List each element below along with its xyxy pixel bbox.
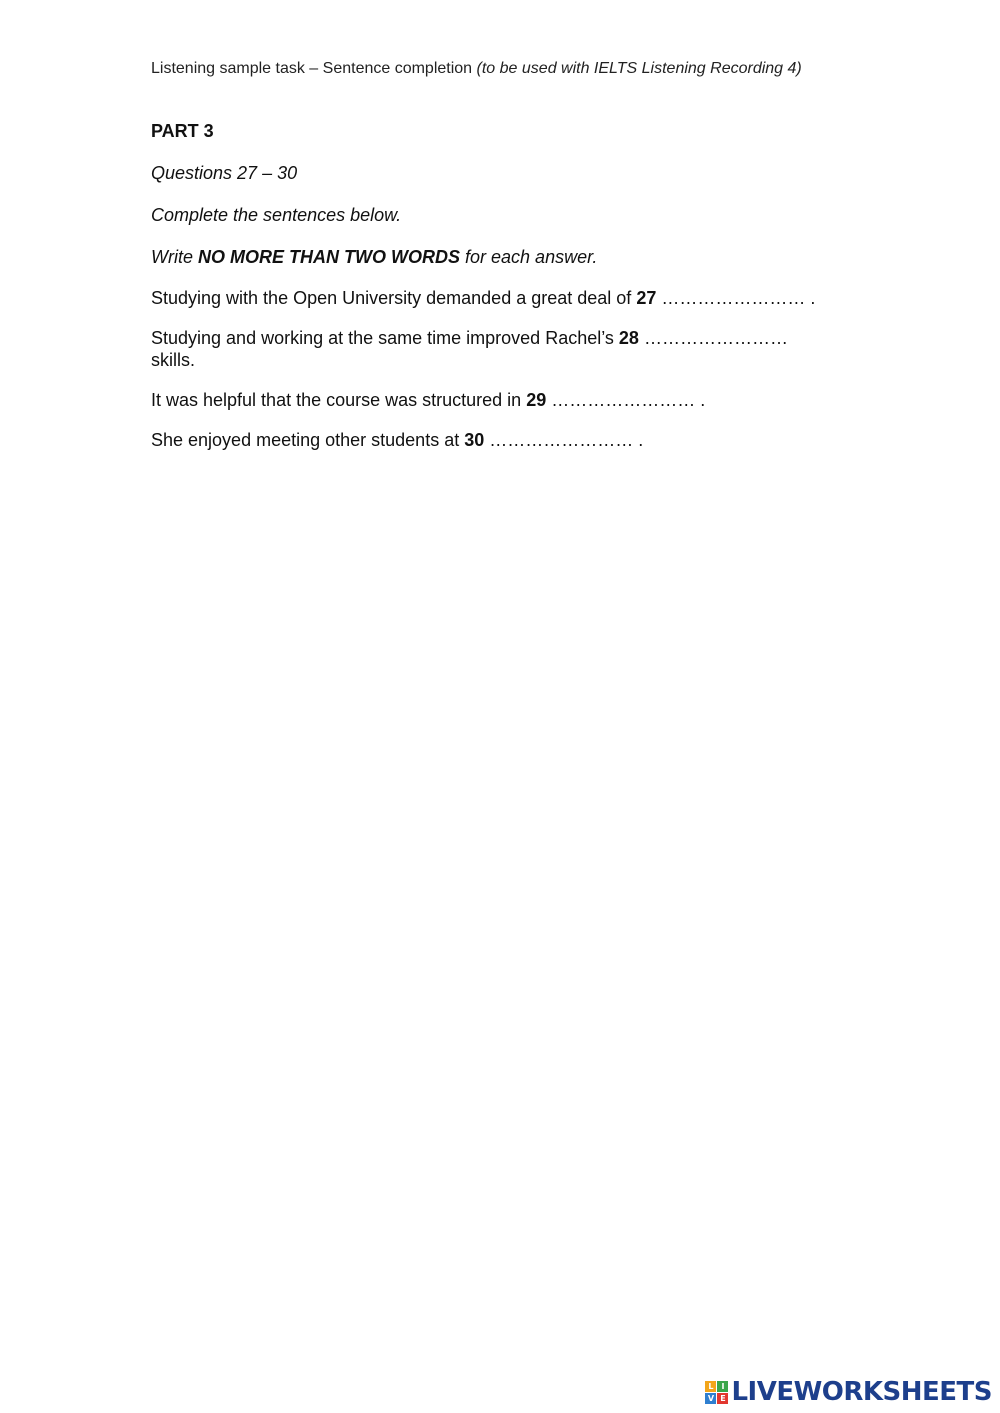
sentence-end: . — [700, 390, 706, 410]
sentence-text: Studying and working at the same time improved Rachel’s — [151, 328, 614, 348]
sentence-28 — [151, 327, 811, 371]
page-header — [151, 58, 851, 80]
part-title: PART 3 — [151, 121, 214, 141]
header-note: (to be used with IELTS Listening Recording 4) — [476, 60, 802, 77]
question-number: 29 — [526, 390, 547, 410]
answer-blank-28[interactable]: …………………… — [643, 328, 788, 348]
sentence-30 — [151, 429, 851, 451]
questions-range: Questions 27 – 30 — [151, 163, 298, 183]
answer-blank-29[interactable]: …………………… — [551, 390, 696, 410]
logo-tile: E — [717, 1393, 728, 1404]
logo-icon — [705, 1381, 728, 1404]
logo-tile: I — [717, 1381, 728, 1392]
logo-tile: V — [705, 1393, 716, 1404]
instruction-write-emphasis: NO MORE THAN TWO WORDS — [198, 247, 460, 267]
sentence-29 — [151, 389, 851, 411]
question-number: 27 — [636, 288, 657, 308]
instruction-complete: Complete the sentences below. — [151, 205, 402, 225]
answer-blank-27[interactable]: …………………… — [661, 288, 806, 308]
sentence-27 — [151, 287, 851, 309]
worksheet-page — [151, 58, 851, 451]
instruction-write — [151, 245, 851, 269]
sentence-text: She enjoyed meeting other students at — [151, 430, 460, 450]
instruction-write-prefix: Write — [151, 247, 193, 267]
logo-tile: L — [705, 1381, 716, 1392]
header-text: Listening sample task – Sentence completion — [151, 60, 473, 77]
instruction-write-suffix: for each answer. — [465, 247, 598, 267]
answer-blank-30[interactable]: …………………… — [489, 430, 634, 450]
question-number: 28 — [618, 328, 639, 348]
sentence-end: . — [638, 430, 644, 450]
sentence-text: It was helpful that the course was structured in — [151, 390, 522, 410]
question-number: 30 — [464, 430, 485, 450]
sentence-text: Studying with the Open University demanded a great deal of — [151, 288, 632, 308]
liveworksheets-logo — [705, 1377, 992, 1407]
sentence-end: . — [810, 288, 816, 308]
sentence-end: skills. — [151, 350, 195, 370]
logo-text: LIVEWORKSHEETS — [731, 1377, 992, 1407]
